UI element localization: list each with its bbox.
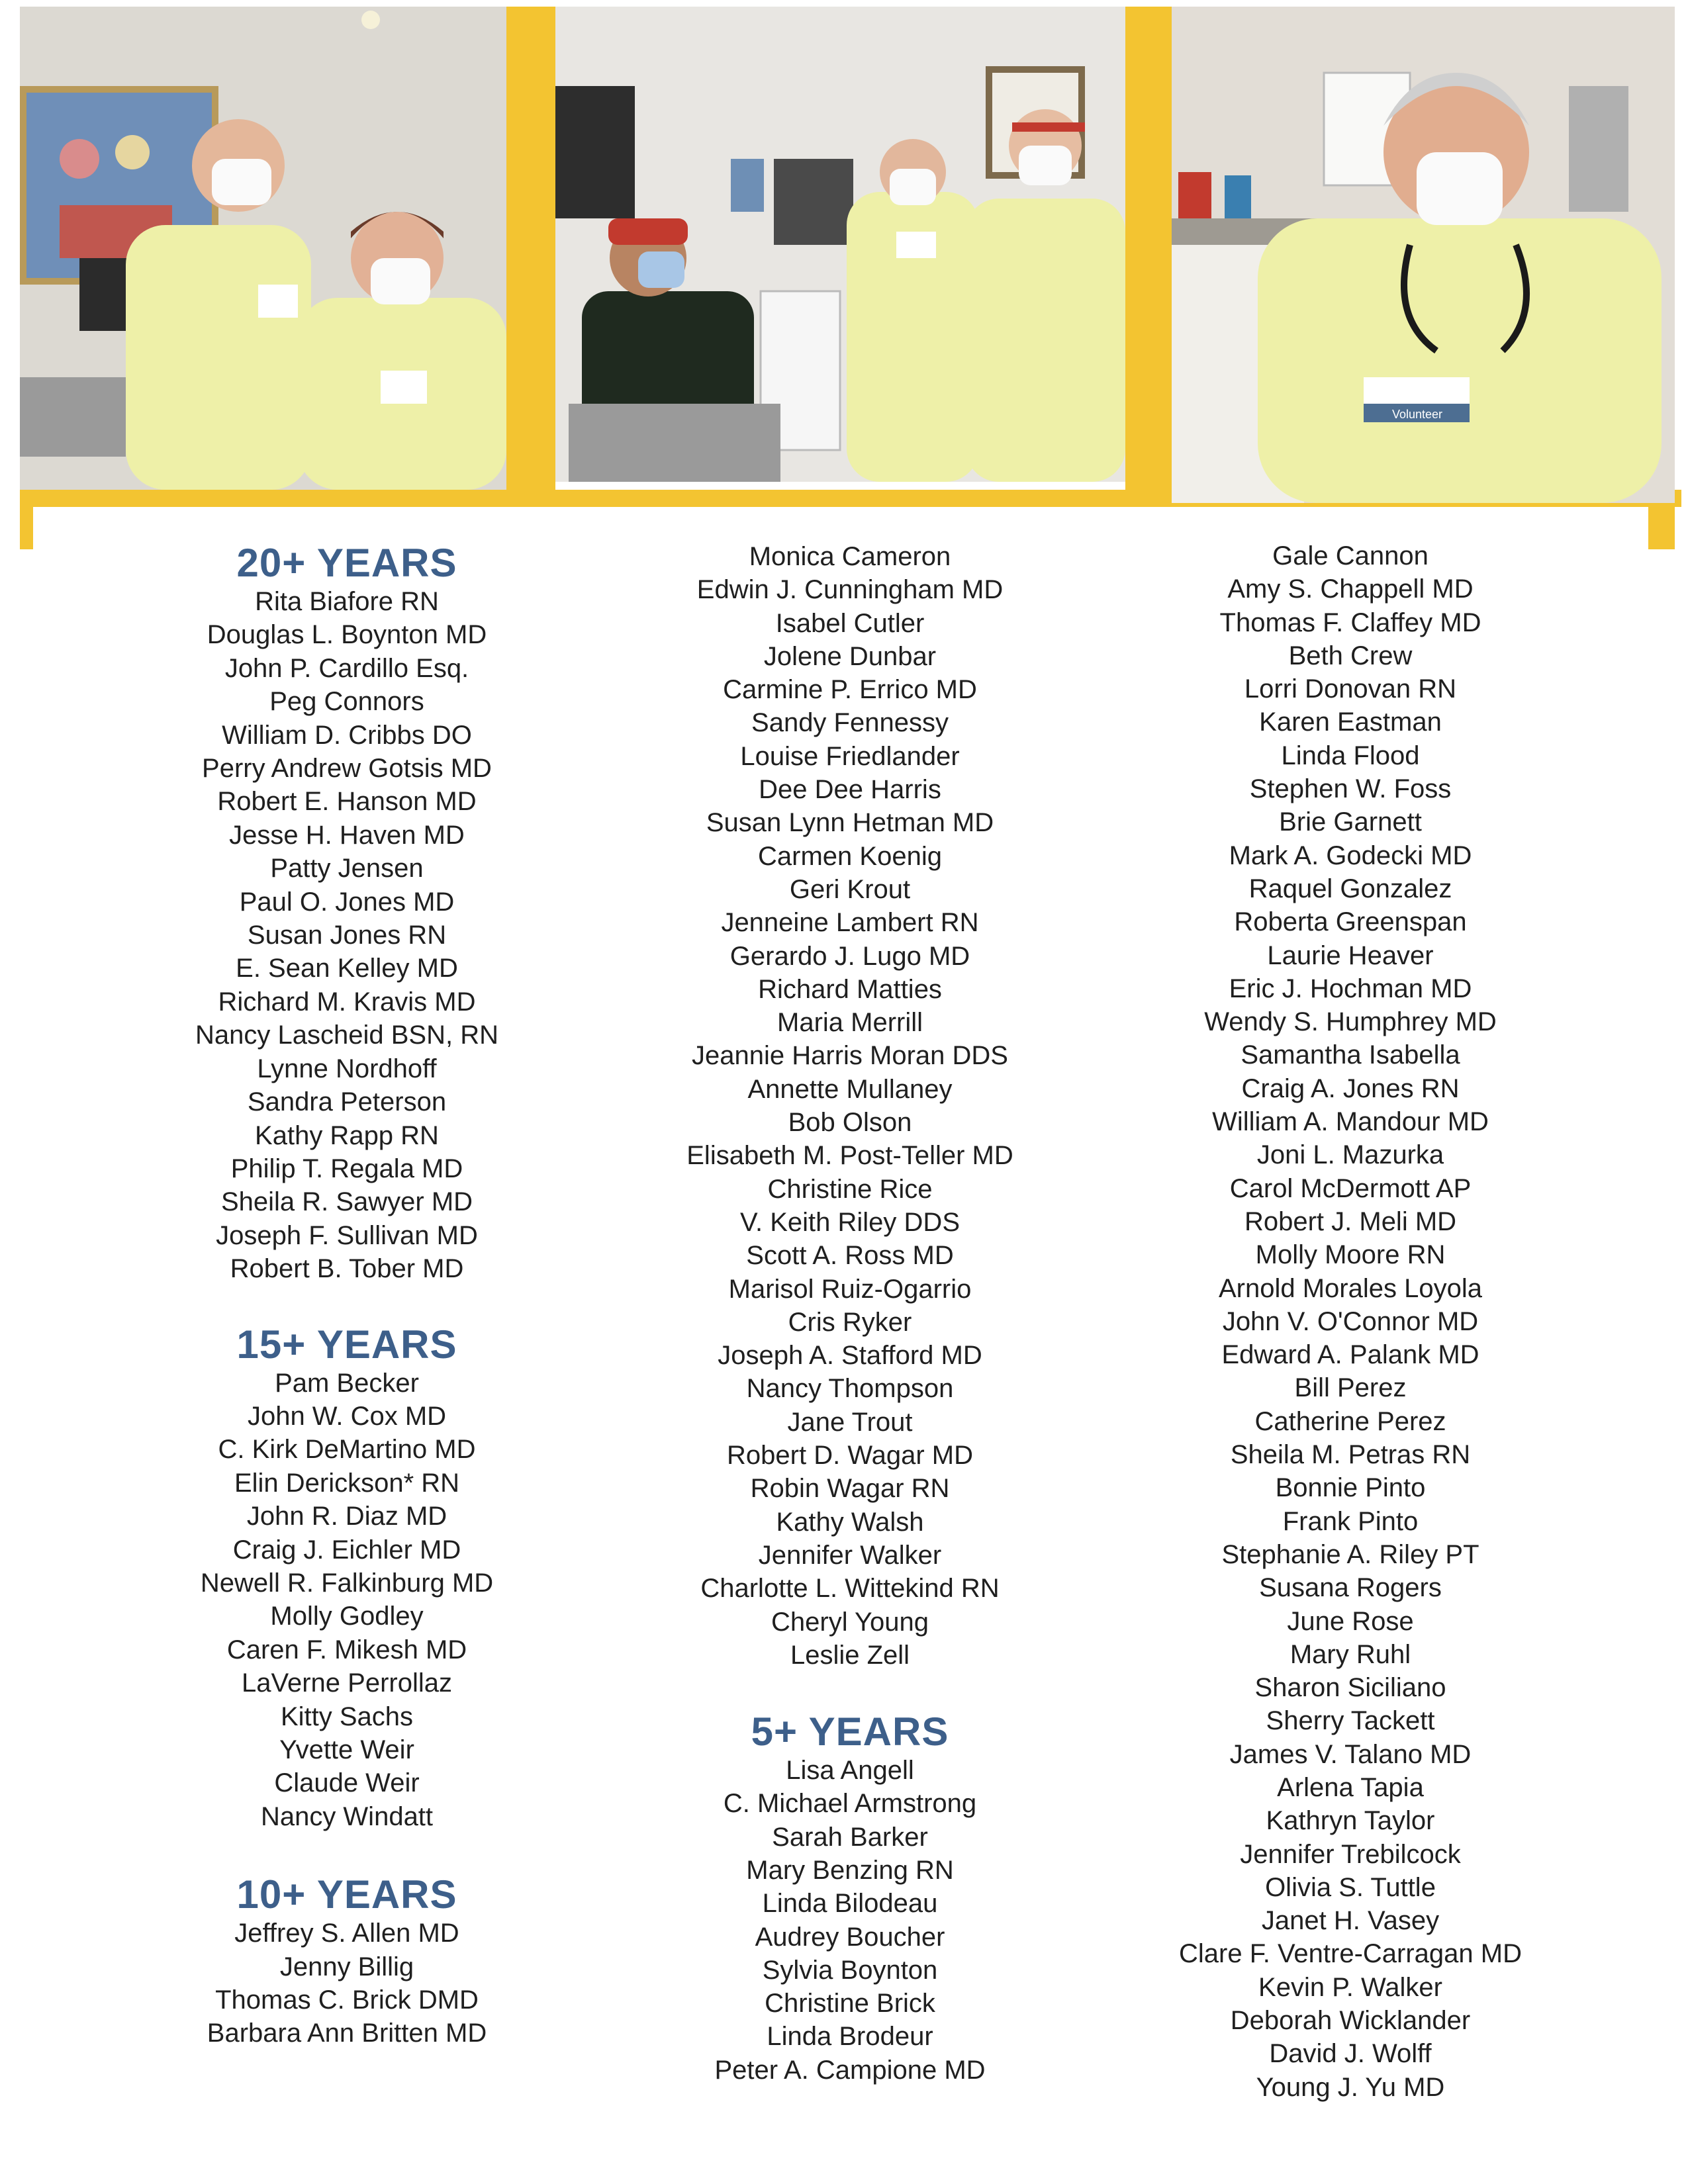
name-entry: Leslie Zell [790, 1640, 910, 1670]
column-left [109, 541, 585, 2050]
name-entry: Young J. Yu MD [1256, 2072, 1445, 2102]
name-entry: Frank Pinto [1282, 1506, 1419, 1536]
names-list-10-years-continued [612, 540, 1088, 1672]
name-entry: Caren F. Mikesh MD [226, 1635, 467, 1664]
name-entry: Dee Dee Harris [759, 775, 941, 805]
name-entry: Lisa Angell [786, 1756, 914, 1786]
name-entry: Linda Flood [1281, 741, 1420, 770]
name-entry: Molly Moore RN [1255, 1240, 1446, 1270]
name-entry: Kathy Walsh [776, 1507, 924, 1537]
name-entry: Edwin J. Cunningham MD [696, 575, 1004, 605]
name-entry: Janet H. Vasey [1261, 1906, 1440, 1936]
photo-patient-exam-room [555, 7, 1125, 482]
name-entry: Mark A. Godecki MD [1229, 841, 1472, 870]
volunteer-badge-label: Volunteer [1391, 408, 1443, 421]
name-entry: Monica Cameron [749, 542, 951, 571]
name-entry: Jennifer Walker [758, 1540, 942, 1570]
name-entry: Carol McDermott AP [1229, 1173, 1472, 1203]
name-entry: Nancy Lascheid BSN, RN [195, 1021, 498, 1050]
photo-volunteers-couple [20, 7, 506, 490]
name-entry: Joseph F. Sullivan MD [216, 1220, 478, 1250]
name-entry: Susan Jones RN [247, 921, 447, 950]
name-entry: Robert D. Wagar MD [727, 1441, 973, 1471]
name-entry: June Rose [1287, 1606, 1414, 1636]
name-entry: Beth Crew [1288, 641, 1413, 670]
name-entry: Kathy Rapp RN [255, 1120, 439, 1150]
name-entry: Paul O. Jones MD [239, 887, 455, 917]
name-entry: Craig A. Jones RN [1241, 1073, 1460, 1103]
name-entry: David J. Wolff [1269, 2039, 1432, 2069]
name-entry: Arnold Morales Loyola [1219, 1273, 1482, 1303]
name-entry: Nancy Thompson [746, 1374, 954, 1404]
name-entry: Joseph A. Stafford MD [718, 1341, 982, 1371]
name-entry: V. Keith Riley DDS [740, 1207, 960, 1237]
photo-volunteer-doctor [1172, 7, 1675, 503]
name-entry: Robert B. Tober MD [230, 1254, 464, 1284]
name-entry: Samantha Isabella [1241, 1040, 1460, 1070]
column-right [1112, 539, 1589, 2104]
name-entry: Laurie Heaver [1267, 940, 1434, 970]
name-entry: Bonnie Pinto [1275, 1473, 1426, 1503]
name-entry: Cris Ryker [788, 1307, 912, 1337]
name-entry: Claude Weir [274, 1768, 420, 1798]
names-list-10-years [109, 1917, 585, 2050]
name-entry: Geri Krout [789, 874, 911, 904]
name-entry: Patty Jensen [270, 854, 424, 884]
name-entry: Jane Trout [787, 1407, 913, 1437]
name-entry: Nancy Windatt [260, 1801, 434, 1831]
name-entry: E. Sean Kelley MD [236, 954, 458, 983]
name-entry: John W. Cox MD [247, 1401, 447, 1431]
name-entry: Craig J. Eichler MD [232, 1535, 461, 1565]
name-entry: Charlotte L. Wittekind RN [700, 1574, 1000, 1604]
name-entry: Bill Perez [1294, 1373, 1407, 1403]
name-entry: John P. Cardillo Esq. [224, 653, 469, 683]
name-entry: Sherry Tackett [1266, 1706, 1435, 1736]
name-entry: Susan Lynn Hetman MD [706, 808, 994, 838]
name-entry: Kevin P. Walker [1258, 1972, 1442, 2002]
heading-10-years: 10+ YEARS [236, 1872, 457, 1917]
name-entry: Susana Rogers [1259, 1573, 1442, 1603]
name-entry: Jolene Dunbar [763, 641, 937, 671]
name-entry: Deborah Wicklander [1230, 2006, 1471, 2036]
name-entry: Linda Bilodeau [762, 1889, 938, 1919]
name-entry: Lynne Nordhoff [257, 1054, 437, 1083]
name-entry: Jeannie Harris Moran DDS [692, 1041, 1008, 1071]
name-entry: William A. Mandour MD [1212, 1107, 1489, 1137]
name-entry: Marisol Ruiz-Ogarrio [728, 1274, 972, 1304]
name-entry: LaVerne Perrollaz [242, 1668, 452, 1698]
name-entry: Brie Garnett [1279, 807, 1422, 837]
name-entry: John V. O'Connor MD [1222, 1306, 1479, 1336]
name-entry: Carmine P. Errico MD [723, 675, 977, 705]
name-entry: James V. Talano MD [1229, 1739, 1472, 1769]
photo-divider-1 [506, 7, 555, 496]
name-entry: John R. Diaz MD [246, 1502, 447, 1531]
name-entry: Robert E. Hanson MD [217, 787, 477, 817]
name-entry: Richard Matties [758, 974, 942, 1004]
name-entry: Sandra Peterson [247, 1087, 447, 1117]
name-entry: Gerardo J. Lugo MD [729, 941, 970, 971]
name-entry: Pam Becker [275, 1368, 419, 1398]
name-entry: Jenny Billig [279, 1952, 414, 1981]
name-entry: Sandy Fennessy [751, 708, 949, 738]
name-entry: Louise Friedlander [740, 741, 960, 771]
name-entry: Roberta Greenspan [1234, 907, 1467, 937]
names-list-15-years [109, 1367, 585, 1834]
name-entry: Sarah Barker [772, 1822, 928, 1852]
name-entry: Douglas L. Boynton MD [207, 620, 487, 650]
names-list-5-years-continued [1112, 539, 1589, 2104]
name-entry: Catherine Perez [1254, 1406, 1446, 1436]
name-entry: Maria Merrill [777, 1008, 923, 1038]
heading-5-years: 5+ YEARS [751, 1709, 949, 1754]
name-entry: Thomas C. Brick DMD [215, 1985, 479, 2015]
name-entry: Christine Rice [767, 1174, 933, 1204]
name-entry: Mary Ruhl [1289, 1639, 1411, 1669]
name-entry: Jesse H. Haven MD [229, 820, 465, 850]
name-entry: Christine Brick [765, 1989, 935, 2019]
name-entry: Joni L. Mazurka [1256, 1140, 1444, 1170]
name-entry: Sheila M. Petras RN [1230, 1440, 1471, 1470]
name-entry: Newell R. Falkinburg MD [200, 1568, 494, 1598]
name-entry: Philip T. Regala MD [230, 1154, 463, 1183]
name-entry: Stephen W. Foss [1249, 774, 1452, 804]
name-entry: C. Kirk DeMartino MD [218, 1435, 476, 1465]
name-entry: Karen Eastman [1259, 707, 1442, 737]
name-entry: C. Michael Armstrong [723, 1789, 977, 1819]
name-entry: Perry Andrew Gotsis MD [202, 754, 492, 784]
heading-20-years: 20+ YEARS [236, 541, 457, 585]
names-list-20-years [109, 585, 585, 1286]
name-entry: Eric J. Hochman MD [1229, 974, 1472, 1003]
name-entry: Bob Olson [788, 1108, 912, 1138]
name-entry: Kathryn Taylor [1266, 1806, 1435, 1836]
name-entry: Lorri Donovan RN [1244, 674, 1457, 704]
name-entry: Jenneine Lambert RN [721, 908, 979, 938]
name-entry: Molly Godley [270, 1602, 424, 1631]
name-entry: Kitty Sachs [280, 1702, 414, 1731]
name-entry: Elin Derickson* RN [234, 1468, 460, 1498]
name-entry: Annette Mullaney [747, 1074, 953, 1104]
name-entry: William D. Cribbs DO [222, 720, 472, 750]
name-entry: Clare F. Ventre-Carragan MD [1179, 1939, 1522, 1969]
name-entry: Carmen Koenig [758, 841, 942, 871]
name-entry: Robin Wagar RN [750, 1474, 950, 1504]
name-entry: Amy S. Chappell MD [1227, 574, 1474, 604]
name-entry: Isabel Cutler [775, 608, 925, 638]
name-entry: Audrey Boucher [755, 1922, 945, 1952]
name-entry: Scott A. Ross MD [746, 1241, 954, 1271]
name-entry: Mary Benzing RN [746, 1855, 954, 1885]
name-entry: Cheryl Young [771, 1607, 929, 1637]
name-entry: Edward A. Palank MD [1221, 1340, 1479, 1370]
name-entry: Yvette Weir [279, 1735, 414, 1764]
name-entry: Wendy S. Humphrey MD [1204, 1007, 1497, 1037]
name-entry: Arlena Tapia [1277, 1772, 1424, 1802]
name-entry: Sharon Siciliano [1254, 1673, 1446, 1703]
name-entry: Jennifer Trebilcock [1240, 1839, 1461, 1869]
name-entry: Gale Cannon [1272, 541, 1429, 570]
heading-15-years: 15+ YEARS [236, 1322, 457, 1367]
photo-divider-2 [1125, 7, 1172, 496]
name-entry: Peg Connors [269, 687, 424, 717]
name-entry: Olivia S. Tuttle [1265, 1872, 1436, 1902]
name-entry: Sheila R. Sawyer MD [220, 1187, 473, 1217]
name-entry: Sylvia Boynton [762, 1955, 938, 1985]
photo-frame-bar-left [20, 490, 33, 549]
name-entry: Peter A. Campione MD [714, 2055, 986, 2085]
column-middle [612, 540, 1088, 2087]
name-entry: Linda Brodeur [767, 2022, 933, 2052]
name-entry: Robert J. Meli MD [1244, 1206, 1457, 1236]
name-entry: Barbara Ann Britten MD [207, 2019, 487, 2048]
name-entry: Raquel Gonzalez [1248, 874, 1452, 903]
name-entry: Rita Biafore RN [255, 587, 439, 616]
names-list-5-years [612, 1754, 1088, 2087]
name-entry: Stephanie A. Riley PT [1221, 1539, 1479, 1569]
name-entry: Elisabeth M. Post-Teller MD [686, 1141, 1013, 1171]
name-entry: Thomas F. Claffey MD [1219, 608, 1481, 637]
name-entry: Jeffrey S. Allen MD [234, 1919, 459, 1948]
name-entry: Richard M. Kravis MD [218, 987, 476, 1017]
